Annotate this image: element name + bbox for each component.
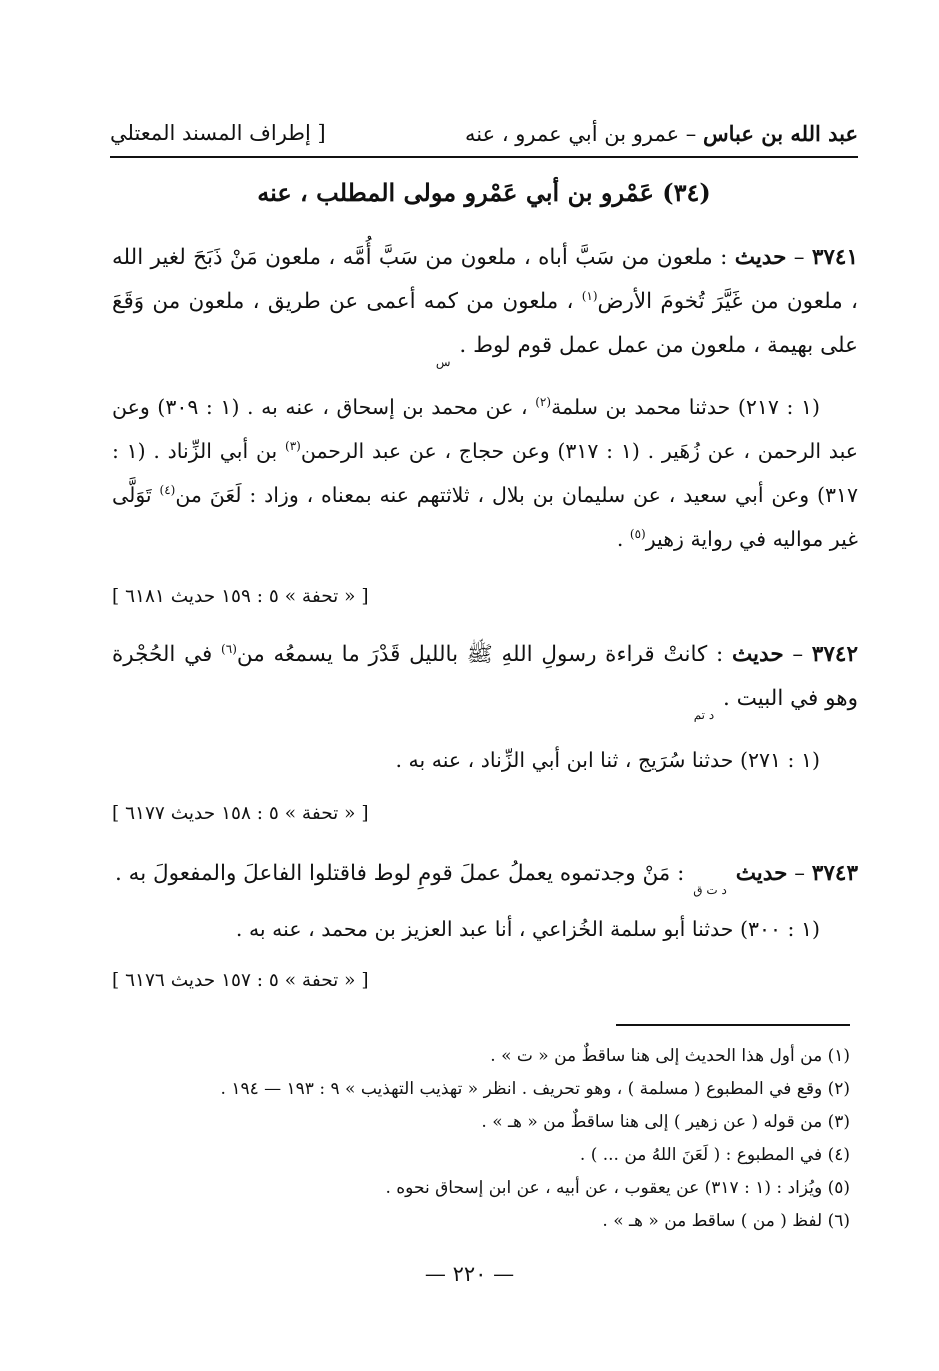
hadith-keyword: حديث [735, 861, 788, 886]
hadith-keyword: حديث [734, 245, 787, 270]
footnote-ref: (٦) [221, 641, 237, 656]
header-book-title: [ إطراف المسند المعتلي [110, 121, 326, 145]
footnote-5: (٥) ويُزاد : (١ : ٣١٧) عن يعقوب ، عن أبيه ، عن ابن إسحاق نحوه . [385, 1178, 850, 1198]
hadith-body-continued: ، ملعون من كمه أعمى عن طريق ، ملعون من وَقَعَ على بهيمة ، ملعون من عمل عمل قوم لوط . [112, 289, 858, 358]
hadith-3741-text: ٣٧٤١ – حديث : ملعون من سَبَّ أباه ، ملعون من سَبَّ أُمَّه ، ملعون مَنْ ذَبَحَ لغير الله ، ملعون من غَيَّرَ تُخومَ الأرض$^{(١)}$ ، ملعون من كمه أعمى عن طريق ، ملعون من وَقَعَ على بهيمة ، ملعون من عمل عمل قوم لوط . $_س$ [112, 245, 859, 369]
footnote-ref: (٥) [629, 527, 646, 542]
hadith-body-continued: في الحُجْرة وهو في البيت . [112, 642, 858, 711]
isnad-part: . [616, 527, 624, 551]
tuhfa-reference: [ « تحفة » ٥ : ١٥٨ حديث ٦١٧٧ ] [112, 803, 369, 824]
footnote-ref: (٢) [535, 395, 552, 410]
hadith-3741-isnad [112, 385, 858, 561]
isnad-part: بن أبي الزِّناد . (١ : ٣١٧) وعن أبي سعيد ، عن سليمان بن بلال ، ثلاثتهم عنه بمعناه ، وزاد : لَعَنَ من [112, 439, 858, 507]
hadith-3743-text: ٣٧٤٣ – حديث $_{د ت ق}$ : مَنْ وجدتموه يعملُ عملَ قومِ لوط فاقتلوا الفاعلَ والمفعولَ به . [115, 861, 858, 897]
footnote-4: (٤) في المطبوع : ( لَعَنَ اللهُ من ... ) . [579, 1145, 850, 1165]
isnad-part: تَوَلَّى غير مواليه في رواية زهير [112, 483, 858, 551]
header-chapter [465, 121, 858, 146]
running-header [110, 112, 858, 154]
hadith-3742-text: ٣٧٤٢ – حديث : كانتْ قراءة رسولِ اللهِ ﷺ بالليل قَدْرَ ما يسمعُه من$^{(٦)}$ في الحُجْرة وهو في البيت . $_{د تم}$ [112, 641, 858, 722]
isnad-part: ، عن محمد بن إسحاق ، عنه به . (١ : ٣٠٩) وعن عبد الرحمن ، عن زُهَير . (١ : ٣١٧) وعن حجاج ، عن عبد الرحمن [112, 395, 858, 463]
footnote-2: (٢) وقع في المطبوع ( مسلمة ) ، وهو تحريف . انظر « تهذيب التهذيب » ٩ : ١٩٣ — ١٩٤ . [220, 1079, 850, 1099]
hadith-body: : مَنْ وجدتموه يعملُ عملَ قومِ لوط فاقتلوا الفاعلَ والمفعولَ به . [115, 861, 685, 886]
footnote-6: (٦) لفظ ( من ) ساقط من « هـ » . [602, 1211, 850, 1231]
isnad-part: (١ : ٢١٧) حدثنا محمد بن سلمة [551, 395, 820, 419]
hadith-number: ٣٧٤١ [811, 245, 859, 270]
header-chapter-rest: – عمرو بن أبي عمرو ، عنه [465, 121, 697, 146]
hadith-body: : ملعون من سَبَّ أباه ، ملعون من سَبَّ أُمَّه ، ملعون مَنْ ذَبَحَ لغير الله ، ملعون من غَيَّرَ تُخومَ الأرض [112, 245, 858, 314]
header-chapter-bold: عبد الله بن عباس [703, 120, 858, 146]
siglum-mark: د تم [693, 708, 715, 722]
footnote-ref: (٣) [285, 439, 301, 454]
hadith-body: : كانتْ قراءة رسولِ اللهِ ﷺ بالليل قَدْرَ ما يسمعُه من [236, 642, 724, 667]
hadith-keyword: حديث [731, 642, 784, 667]
footnote-divider [616, 1024, 850, 1026]
footnote-ref: (٤) [159, 483, 176, 498]
header-divider [110, 156, 858, 158]
isnad-part: (١ : ٢٧١) حدثنا سُرَيج ، ثنا ابن أبي الزِّناد ، عنه به . [395, 748, 820, 772]
tuhfa-reference: [ « تحفة » ٥ : ١٥٩ حديث ٦١٨١ ] [112, 586, 369, 607]
hadith-number: ٣٧٤٣ [811, 861, 858, 886]
hadith-3743-isnad [112, 907, 858, 951]
section-title: (٣٤) عَمْرو بن أبي عَمْرو مولى المطلب ، عنه [257, 178, 711, 207]
hadith-number: ٣٧٤٢ [811, 642, 858, 667]
footnotes [150, 1040, 850, 1238]
footnote-ref: (١) [581, 288, 598, 303]
hadith-3742-isnad [112, 738, 858, 782]
footnote-3: (٣) من قوله ( عن زهير ) إلى هنا ساقطٌ من « هـ » . [481, 1112, 850, 1132]
tuhfa-reference: [ « تحفة » ٥ : ١٥٧ حديث ٦١٧٦ ] [112, 970, 369, 991]
page-number: — ٢٢٠ — [424, 1262, 515, 1286]
isnad-part: (١ : ٣٠٠) حدثنا أبو سلمة الخُزاعي ، أنا عبد العزيز بن محمد ، عنه به . [235, 917, 820, 941]
siglum-mark: س [435, 355, 451, 369]
footnote-1: (١) من أول هذا الحديث إلى هنا ساقطٌ من « ت » . [490, 1046, 850, 1066]
siglum-mark: د ت ق [693, 883, 727, 897]
